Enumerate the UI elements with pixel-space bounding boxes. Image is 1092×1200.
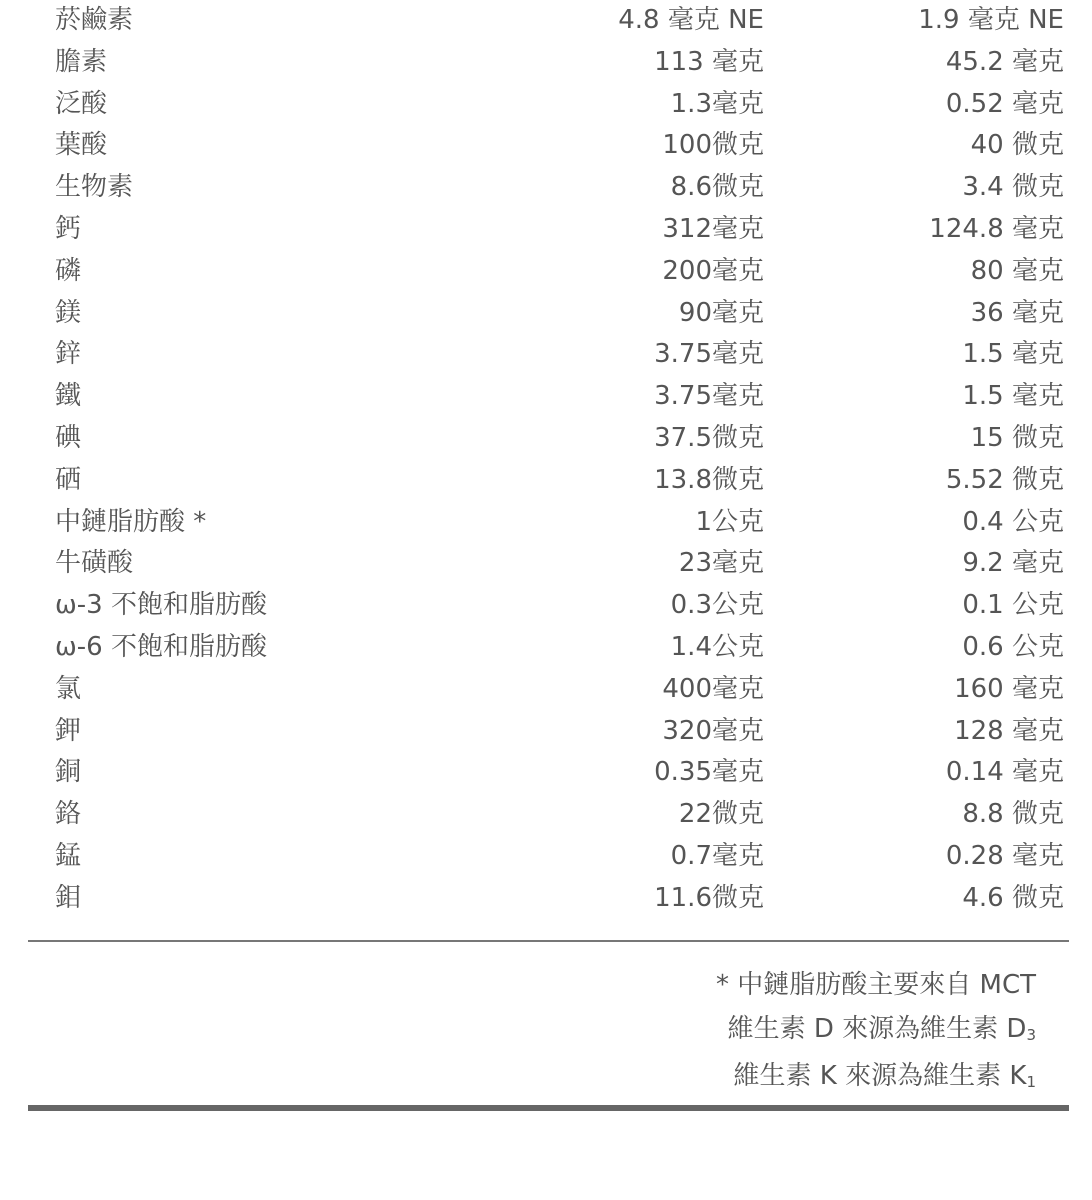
table-row bbox=[0, 752, 1092, 794]
nutrient-value-per-serving: 90毫克 bbox=[678, 297, 764, 328]
nutrient-value-per-100: 1.5 毫克 bbox=[962, 339, 1064, 370]
table-row bbox=[0, 125, 1092, 167]
nutrient-value-per-100: 3.4 微克 bbox=[962, 172, 1064, 203]
table-row bbox=[0, 167, 1092, 209]
nutrient-name: 生物素 bbox=[55, 172, 134, 203]
nutrient-value-per-serving: 4.8 毫克 NE bbox=[618, 5, 764, 35]
table-row bbox=[0, 878, 1092, 920]
table-row bbox=[0, 209, 1092, 251]
nutrient-value-per-serving: 113 毫克 bbox=[654, 46, 764, 77]
nutrient-name: 葉酸 bbox=[55, 130, 108, 161]
nutrient-name: ω-3 不飽和脂肪酸 bbox=[55, 590, 267, 621]
nutrient-name: 鉀 bbox=[55, 715, 82, 746]
nutrient-value-per-serving: 37.5微克 bbox=[654, 422, 764, 453]
nutrient-value-per-100: 45.2 毫克 bbox=[945, 46, 1064, 77]
nutrient-value-per-serving: 0.7毫克 bbox=[670, 840, 764, 871]
nutrient-value-per-100: 0.1 公克 bbox=[962, 590, 1064, 621]
table-row bbox=[0, 0, 1092, 42]
nutrient-value-per-100: 128 毫克 bbox=[954, 715, 1064, 746]
table-row bbox=[0, 543, 1092, 585]
footnote-vitamin-d-subscript: 3 bbox=[1026, 1026, 1036, 1044]
nutrient-name: 中鏈脂肪酸 * bbox=[55, 506, 207, 537]
nutrient-value-per-100: 1.9 毫克 NE bbox=[918, 5, 1064, 35]
table-row bbox=[0, 84, 1092, 126]
nutrient-value-per-100: 40 微克 bbox=[970, 130, 1064, 161]
nutrient-value-per-serving: 1公克 bbox=[695, 506, 764, 537]
table-row bbox=[0, 627, 1092, 669]
nutrient-value-per-100: 0.52 毫克 bbox=[945, 88, 1064, 119]
nutrient-value-per-serving: 320毫克 bbox=[662, 715, 764, 746]
footnote-mct: * 中鏈脂肪酸主要來自 MCT bbox=[716, 970, 1036, 1000]
nutrient-value-per-serving: 1.4公克 bbox=[670, 631, 764, 662]
nutrient-value-per-serving: 13.8微克 bbox=[654, 464, 764, 495]
nutrient-value-per-100: 36 毫克 bbox=[970, 297, 1064, 328]
nutrient-value-per-100: 9.2 毫克 bbox=[962, 548, 1064, 579]
nutrient-name: 鋅 bbox=[55, 339, 82, 370]
nutrient-value-per-100: 4.6 微克 bbox=[962, 882, 1064, 913]
nutrient-name: 鈣 bbox=[55, 213, 82, 244]
table-row bbox=[0, 794, 1092, 836]
nutrient-value-per-100: 124.8 毫克 bbox=[929, 213, 1064, 244]
table-row bbox=[0, 502, 1092, 544]
table-row bbox=[0, 293, 1092, 335]
footnote-vitamin-d bbox=[716, 1007, 1036, 1054]
nutrient-value-per-100: 80 毫克 bbox=[970, 255, 1064, 286]
nutrient-value-per-serving: 400毫克 bbox=[662, 673, 764, 704]
nutrient-name: 鉻 bbox=[55, 799, 82, 830]
table-row bbox=[0, 836, 1092, 878]
table-row bbox=[0, 460, 1092, 502]
table-divider bbox=[28, 940, 1069, 942]
nutrient-value-per-100: 0.6 公克 bbox=[962, 631, 1064, 662]
nutrient-value-per-serving: 100微克 bbox=[662, 130, 764, 161]
nutrient-value-per-serving: 1.3毫克 bbox=[670, 88, 764, 119]
nutrient-value-per-100: 5.52 微克 bbox=[945, 464, 1064, 495]
nutrient-name: 鎂 bbox=[55, 297, 82, 328]
nutrient-value-per-100: 0.4 公克 bbox=[962, 506, 1064, 537]
nutrient-value-per-100: 0.14 毫克 bbox=[945, 757, 1064, 788]
nutrient-value-per-serving: 22微克 bbox=[678, 799, 764, 830]
nutrient-name: 鐵 bbox=[55, 381, 82, 412]
footnote-vitamin-k bbox=[716, 1054, 1036, 1101]
nutrient-value-per-serving: 312毫克 bbox=[662, 213, 764, 244]
nutrient-value-per-serving: 200毫克 bbox=[662, 255, 764, 286]
table-row bbox=[0, 418, 1092, 460]
nutrient-value-per-serving: 8.6微克 bbox=[670, 172, 764, 203]
bottom-divider bbox=[28, 1105, 1069, 1111]
nutrient-value-per-serving: 3.75毫克 bbox=[654, 339, 764, 370]
nutrient-name: 碘 bbox=[55, 422, 82, 453]
nutrient-name: 氯 bbox=[55, 673, 82, 704]
nutrient-name: 硒 bbox=[55, 464, 82, 495]
footnotes bbox=[716, 963, 1036, 1101]
nutrient-value-per-100: 1.5 毫克 bbox=[962, 381, 1064, 412]
nutrient-value-per-100: 15 微克 bbox=[970, 422, 1064, 453]
nutrient-name: 泛酸 bbox=[55, 88, 108, 119]
nutrient-value-per-serving: 3.75毫克 bbox=[654, 381, 764, 412]
table-row bbox=[0, 585, 1092, 627]
table-row bbox=[0, 376, 1092, 418]
nutrient-value-per-serving: 0.35毫克 bbox=[654, 757, 764, 788]
table-row bbox=[0, 42, 1092, 84]
nutrient-name: 牛磺酸 bbox=[55, 548, 134, 579]
nutrient-name: ω-6 不飽和脂肪酸 bbox=[55, 631, 267, 662]
nutrient-name: 磷 bbox=[55, 255, 82, 286]
nutrient-name: 菸鹼素 bbox=[55, 5, 134, 35]
footnote-vitamin-k-text: 維生素 K 來源為維生素 K bbox=[733, 1061, 1027, 1091]
nutrient-name: 錳 bbox=[55, 840, 82, 871]
nutrient-value-per-100: 160 毫克 bbox=[954, 673, 1064, 704]
nutrient-name: 膽素 bbox=[55, 46, 108, 77]
table-row bbox=[0, 334, 1092, 376]
table-row bbox=[0, 669, 1092, 711]
footnote-vitamin-d-text: 維生素 D 來源為維生素 D bbox=[727, 1014, 1027, 1044]
footnote-vitamin-k-subscript: 1 bbox=[1026, 1073, 1036, 1091]
nutrient-name: 銅 bbox=[55, 757, 82, 788]
table-row bbox=[0, 711, 1092, 753]
nutrient-name: 鉬 bbox=[55, 882, 82, 913]
table-row bbox=[0, 251, 1092, 293]
nutrient-value-per-serving: 11.6微克 bbox=[654, 882, 764, 913]
nutrient-value-per-100: 0.28 毫克 bbox=[945, 840, 1064, 871]
nutrient-value-per-serving: 23毫克 bbox=[678, 548, 764, 579]
nutrient-value-per-100: 8.8 微克 bbox=[962, 799, 1064, 830]
nutrient-value-per-serving: 0.3公克 bbox=[670, 590, 764, 621]
